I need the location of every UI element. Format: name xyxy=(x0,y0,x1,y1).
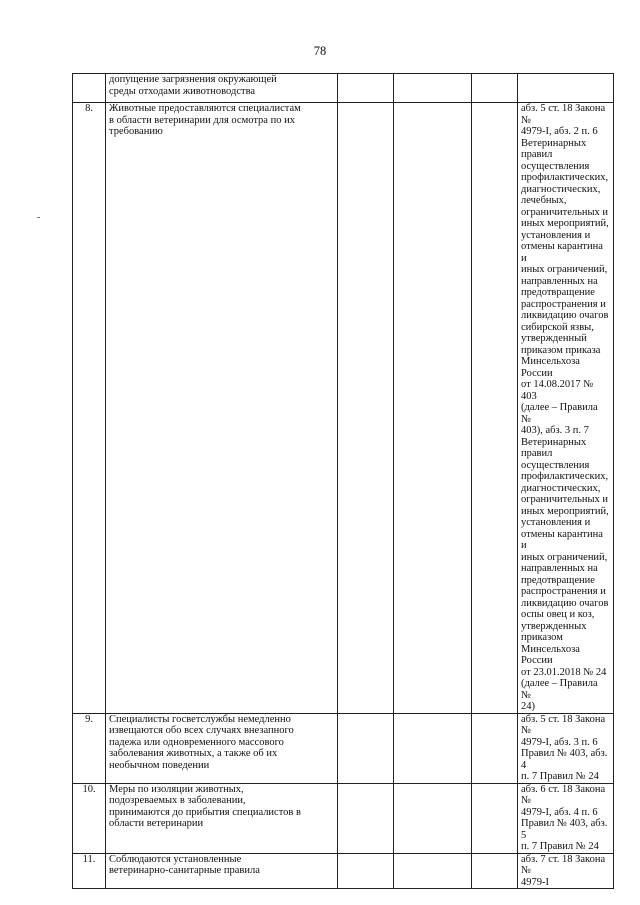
answer-yes-cell xyxy=(338,783,394,853)
requirement-cell: Специалисты госветслужбы немедленно извещаются обо всех случаях внезапного падежа или одновременного массового заболевания животных, а также об их необычном поведении xyxy=(106,713,338,783)
reference-cell: абз. 5 ст. 18 Закона № 4979-I, абз. 2 п. 6 Ветеринарных правил осуществления профилактических, диагностических, лечебных, ограничительных и иных мероприятий, установления и отмены карантина и иных ограничений, направленных на предотвращение распространения и ликвидацию очагов сибирской язвы, утвержденный приказом приказа Минсельхоза России от 14.08.2017 № 403 (далее – Правила № 403), абз. 3 п. 7 Ветеринарных правил осуществления профилактических, диагностических, ограничительных и иных мероприятий, установления и отмены карантина и иных ограничений, направленных на предотвращение распространения и ликвидацию очагов оспы овец и коз, утвержденных приказом Минсельхоза России от 23.01.2018 № 24 (далее – Правила № 24) xyxy=(518,103,614,714)
table-row xyxy=(73,783,614,853)
row-number-cell: 9. xyxy=(73,713,106,783)
reference-cell xyxy=(518,74,614,103)
answer-no-cell xyxy=(394,713,472,783)
answer-na-cell xyxy=(472,713,518,783)
reference-cell: абз. 6 ст. 18 Закона № 4979-I, абз. 4 п. 6 Правил № 403, абз. 5 п. 7 Правил № 24 xyxy=(518,783,614,853)
requirement-cell: допущение загрязнения окружающей среды отходами животноводства xyxy=(106,74,338,103)
answer-no-cell xyxy=(394,74,472,103)
answer-yes-cell xyxy=(338,853,394,889)
answer-na-cell xyxy=(472,853,518,889)
answer-no-cell xyxy=(394,103,472,714)
answer-no-cell xyxy=(394,783,472,853)
reference-cell: абз. 7 ст. 18 Закона № 4979-I xyxy=(518,853,614,889)
answer-no-cell xyxy=(394,853,472,889)
table-row xyxy=(73,103,614,714)
reference-cell: абз. 5 ст. 18 Закона № 4979-I, абз. 3 п. 6 Правил № 403, абз. 4 п. 7 Правил № 24 xyxy=(518,713,614,783)
checklist-table xyxy=(72,73,614,889)
answer-yes-cell xyxy=(338,103,394,714)
row-number-cell: 10. xyxy=(73,783,106,853)
table-row xyxy=(73,853,614,889)
answer-yes-cell xyxy=(338,713,394,783)
row-number-cell xyxy=(73,74,106,103)
scan-artifact xyxy=(37,217,40,218)
table-row xyxy=(73,713,614,783)
requirement-cell: Соблюдаются установленные ветеринарно-санитарные правила xyxy=(106,853,338,889)
answer-na-cell xyxy=(472,103,518,714)
table-row xyxy=(73,74,614,103)
answer-na-cell xyxy=(472,74,518,103)
requirement-cell: Меры по изоляции животных, подозреваемых в заболевании, принимаются до прибытия специалистов в области ветеринарии xyxy=(106,783,338,853)
page-number: 78 xyxy=(313,44,327,58)
row-number-cell: 8. xyxy=(73,103,106,714)
answer-na-cell xyxy=(472,783,518,853)
row-number-cell: 11. xyxy=(73,853,106,889)
answer-yes-cell xyxy=(338,74,394,103)
requirement-cell: Животные предоставляются специалистам в области ветеринарии для осмотра по их требованию xyxy=(106,103,338,714)
